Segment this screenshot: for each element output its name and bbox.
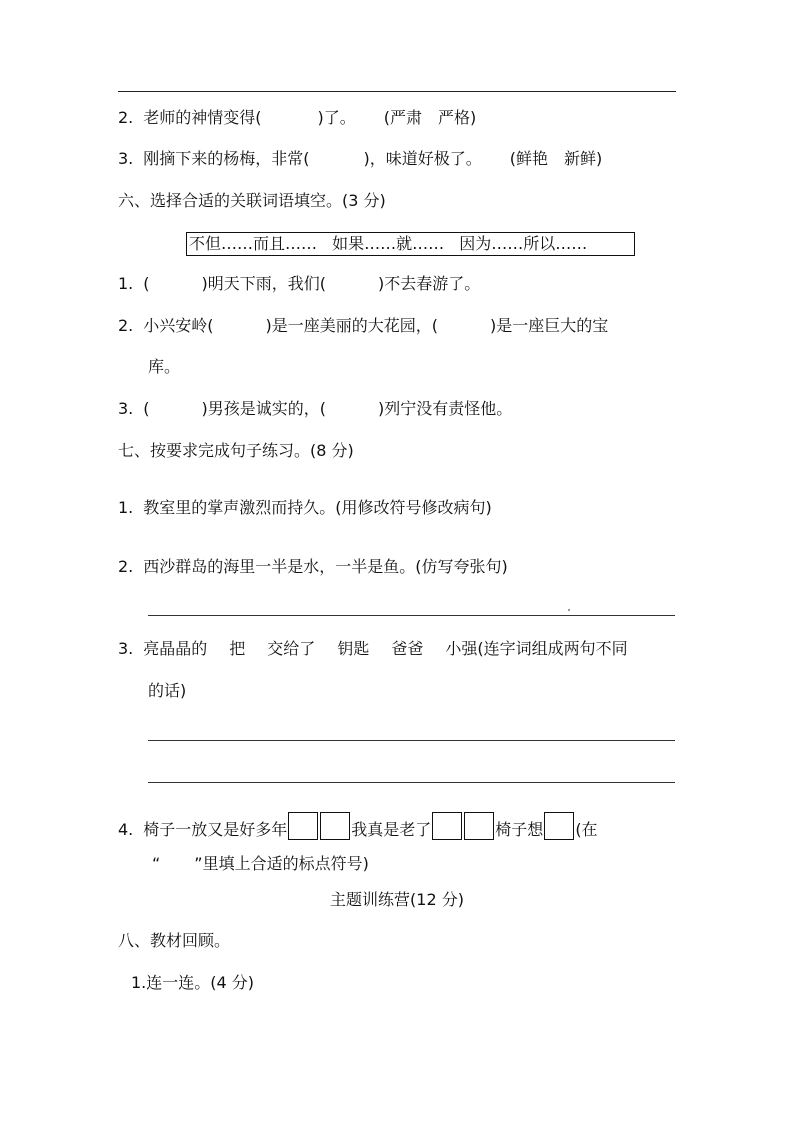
punctuation-box[interactable] bbox=[464, 812, 494, 840]
item-text: 小兴安岭( bbox=[143, 316, 214, 335]
answer-line[interactable] bbox=[148, 782, 675, 783]
item-text: 椅子一放又是好多年 bbox=[143, 820, 288, 839]
word-bank-item: 因为……所以…… bbox=[459, 234, 588, 253]
word: 把 bbox=[229, 639, 246, 658]
item-text: )了。 bbox=[317, 108, 356, 127]
q6-item-2 bbox=[118, 315, 608, 337]
item-text: )是一座巨大的宝 bbox=[490, 316, 609, 335]
item-text: ( bbox=[143, 274, 150, 293]
item-text: 刚摘下来的杨梅，非常( bbox=[143, 149, 310, 168]
item-text: 老师的神情变得( bbox=[143, 108, 262, 127]
q7-item-3 bbox=[118, 638, 628, 660]
punctuation-box[interactable] bbox=[288, 812, 318, 840]
q7-item-3-continuation: 的话) bbox=[148, 681, 187, 700]
item-text: 我真是老了 bbox=[351, 820, 432, 839]
word: 交给了 bbox=[267, 639, 316, 658]
section-heading-7: 七、按要求完成句子练习。(8 分) bbox=[118, 441, 354, 460]
item-text: )列宁没有责怪他。 bbox=[378, 399, 513, 418]
stray-dot bbox=[568, 609, 570, 611]
item-number: 3. bbox=[118, 639, 134, 658]
word: 亮晶晶的 bbox=[143, 639, 208, 658]
word-bank-item: 如果……就…… bbox=[332, 234, 445, 253]
word-bank bbox=[186, 232, 635, 256]
section-heading-8: 八、教材回顾。 bbox=[118, 931, 231, 950]
answer-line[interactable] bbox=[148, 740, 675, 741]
q7-item-1 bbox=[118, 497, 492, 519]
q5-item-2 bbox=[118, 107, 476, 129]
item-number: 1. bbox=[118, 274, 134, 293]
q7-item-2 bbox=[118, 556, 508, 578]
q7-item-4-continuation bbox=[152, 853, 369, 875]
item-text: ”里填上合适的标点符号) bbox=[194, 854, 369, 873]
item-number: 1. bbox=[118, 498, 134, 517]
item-text: )明天下雨，我们( bbox=[201, 274, 327, 293]
punctuation-box[interactable] bbox=[544, 812, 574, 840]
item-text: 教室里的掌声激烈而持久。(用修改符号修改病句) bbox=[143, 498, 492, 517]
quote-open: “ bbox=[152, 854, 161, 873]
options: (鲜艳 新鲜) bbox=[509, 149, 603, 168]
word-list bbox=[143, 639, 477, 658]
item-text: )男孩是诚实的，( bbox=[201, 399, 327, 418]
q5-item-3 bbox=[118, 148, 602, 170]
word: 爸爸 bbox=[391, 639, 424, 658]
q6-item-3 bbox=[118, 398, 512, 420]
theme-title: 主题训练营(12 分) bbox=[330, 890, 464, 909]
item-text: )，味道好极了。 bbox=[363, 149, 482, 168]
item-text: (在 bbox=[575, 820, 598, 839]
item-number: 3. bbox=[118, 149, 134, 168]
item-number: 2. bbox=[118, 108, 134, 127]
punctuation-box[interactable] bbox=[432, 812, 462, 840]
item-number: 2. bbox=[118, 557, 134, 576]
punctuation-box[interactable] bbox=[320, 812, 350, 840]
word: 钥匙 bbox=[337, 639, 370, 658]
q8-item-1: 1.连一连。(4 分) bbox=[131, 973, 255, 992]
word-bank-item: 不但……而且…… bbox=[189, 234, 318, 253]
item-text: )是一座美丽的大花园，( bbox=[265, 316, 439, 335]
q7-item-4 bbox=[118, 812, 598, 841]
options: (严肃 严格) bbox=[383, 108, 477, 127]
instruction: (连字词组成两句不同 bbox=[477, 639, 628, 658]
item-text: )不去春游了。 bbox=[378, 274, 481, 293]
q6-item-2-continuation: 库。 bbox=[148, 357, 181, 376]
item-number: 3. bbox=[118, 399, 134, 418]
top-rule bbox=[118, 91, 676, 92]
item-text: 西沙群岛的海里一半是水，一半是鱼。(仿写夸张句) bbox=[143, 557, 508, 576]
q6-item-1 bbox=[118, 273, 480, 295]
section-heading-6: 六、选择合适的关联词语填空。(3 分) bbox=[118, 191, 386, 210]
item-text: 椅子想 bbox=[495, 820, 544, 839]
item-number: 2. bbox=[118, 316, 134, 335]
word: 小强 bbox=[445, 639, 478, 658]
answer-line[interactable] bbox=[148, 615, 675, 616]
item-number: 4. bbox=[118, 820, 134, 839]
item-text: ( bbox=[143, 399, 150, 418]
